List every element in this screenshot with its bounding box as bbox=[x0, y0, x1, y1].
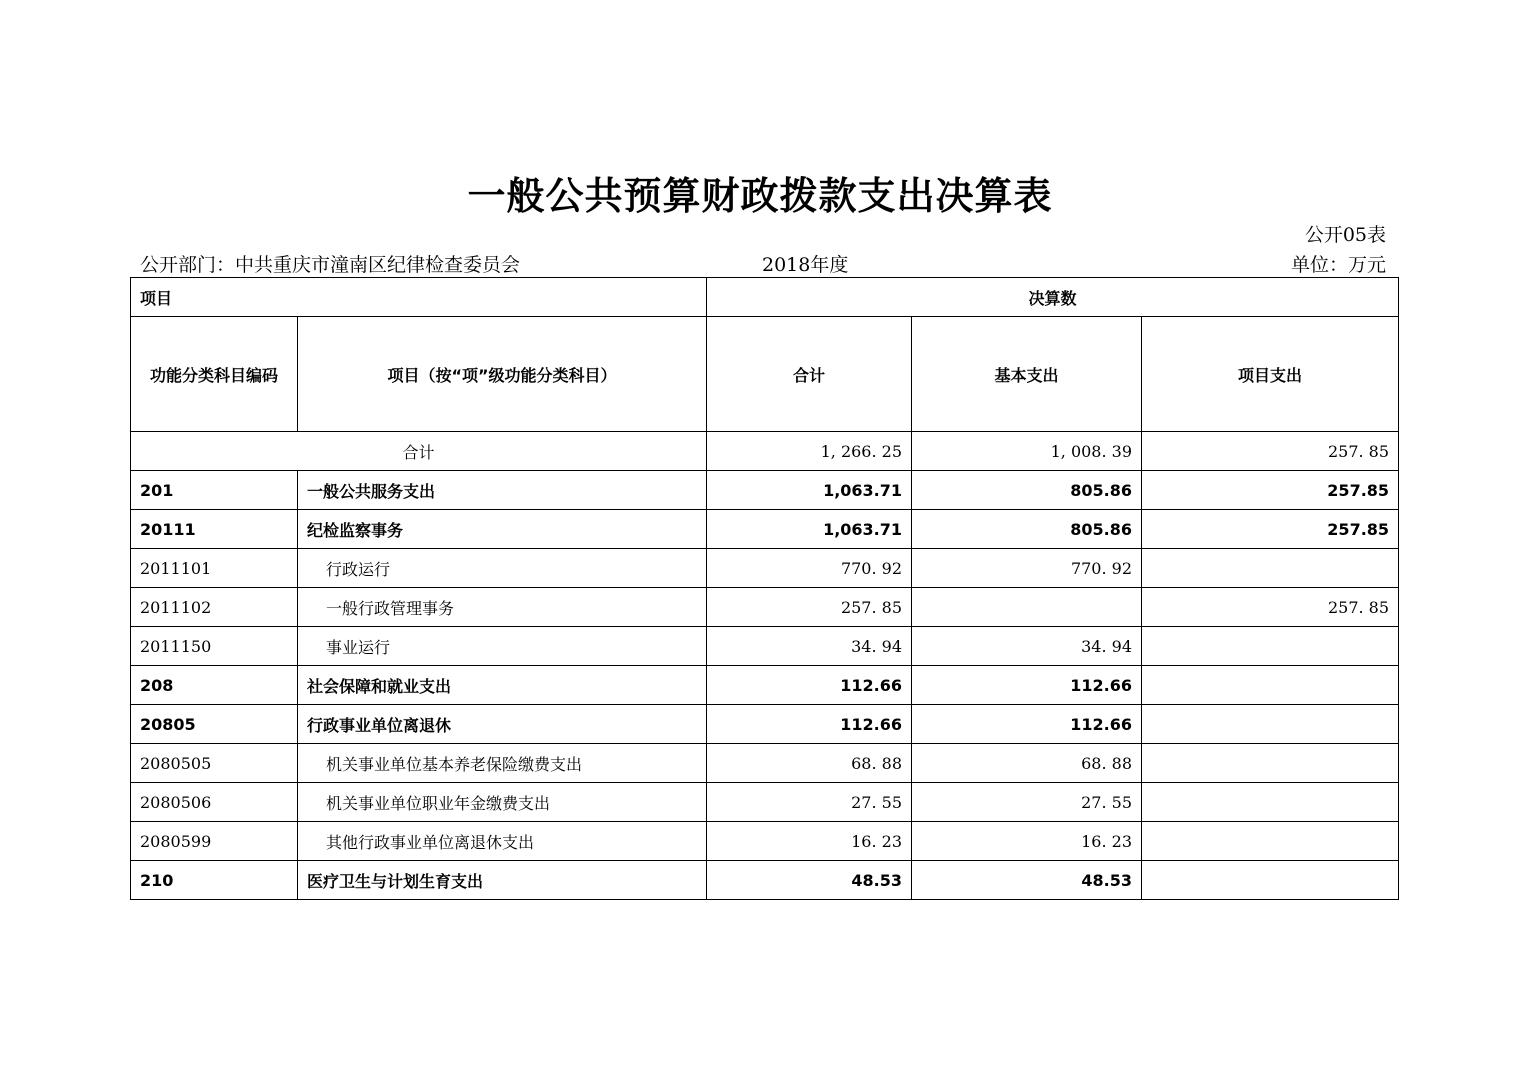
row-project bbox=[1142, 744, 1399, 783]
department-label: 公开部门：中共重庆市潼南区纪律检查委员会 bbox=[140, 254, 521, 276]
row-basic: 34. 94 bbox=[912, 627, 1142, 666]
header-basic: 基本支出 bbox=[912, 317, 1142, 432]
row-project bbox=[1142, 783, 1399, 822]
unit-label: 单位：万元 bbox=[1290, 254, 1386, 276]
row-code: 2011150 bbox=[131, 627, 298, 666]
row-total: 112.66 bbox=[707, 705, 912, 744]
row-code: 201 bbox=[131, 471, 298, 510]
header-project-expenditure: 项目支出 bbox=[1142, 317, 1399, 432]
expenditure-table bbox=[130, 277, 1399, 900]
table-row bbox=[131, 666, 1399, 705]
row-item-name: 机关事业单位职业年金缴费支出 bbox=[298, 783, 707, 822]
row-code: 208 bbox=[131, 666, 298, 705]
row-project: 257.85 bbox=[1142, 471, 1399, 510]
table-row bbox=[131, 783, 1399, 822]
row-code: 2011101 bbox=[131, 549, 298, 588]
row-item-name: 医疗卫生与计划生育支出 bbox=[298, 861, 707, 900]
row-item-name: 事业运行 bbox=[298, 627, 707, 666]
row-code: 20805 bbox=[131, 705, 298, 744]
header-code: 功能分类科目编码 bbox=[131, 317, 298, 432]
header-item: 项目（按“项”级功能分类科目） bbox=[298, 317, 707, 432]
row-basic: 112.66 bbox=[912, 666, 1142, 705]
row-total: 770. 92 bbox=[707, 549, 912, 588]
row-project bbox=[1142, 627, 1399, 666]
row-item-name: 纪检监察事务 bbox=[298, 510, 707, 549]
header-row-top bbox=[131, 278, 1399, 317]
table-row bbox=[131, 549, 1399, 588]
table-row bbox=[131, 588, 1399, 627]
row-total: 68. 88 bbox=[707, 744, 912, 783]
total-basic: 1, 008. 39 bbox=[912, 432, 1142, 471]
row-project bbox=[1142, 861, 1399, 900]
row-total: 1,063.71 bbox=[707, 471, 912, 510]
row-total: 16. 23 bbox=[707, 822, 912, 861]
row-basic: 27. 55 bbox=[912, 783, 1142, 822]
row-item-name: 行政运行 bbox=[298, 549, 707, 588]
row-code: 20111 bbox=[131, 510, 298, 549]
row-code: 210 bbox=[131, 861, 298, 900]
row-total: 257. 85 bbox=[707, 588, 912, 627]
header-row-columns bbox=[131, 317, 1399, 432]
row-code: 2080506 bbox=[131, 783, 298, 822]
document-title: 一般公共预算财政拨款支出决算表 bbox=[467, 174, 1053, 218]
total-total: 1, 266. 25 bbox=[707, 432, 912, 471]
row-basic: 770. 92 bbox=[912, 549, 1142, 588]
row-code: 2080505 bbox=[131, 744, 298, 783]
row-project bbox=[1142, 666, 1399, 705]
row-basic: 48.53 bbox=[912, 861, 1142, 900]
row-basic bbox=[912, 588, 1142, 627]
row-basic: 112.66 bbox=[912, 705, 1142, 744]
row-item-name: 机关事业单位基本养老保险缴费支出 bbox=[298, 744, 707, 783]
row-item-name: 其他行政事业单位离退休支出 bbox=[298, 822, 707, 861]
table-row bbox=[131, 510, 1399, 549]
row-total: 34. 94 bbox=[707, 627, 912, 666]
form-number: 公开05表 bbox=[1304, 224, 1386, 246]
row-code: 2011102 bbox=[131, 588, 298, 627]
row-total: 48.53 bbox=[707, 861, 912, 900]
row-item-name: 一般公共服务支出 bbox=[298, 471, 707, 510]
row-basic: 68. 88 bbox=[912, 744, 1142, 783]
row-item-name: 社会保障和就业支出 bbox=[298, 666, 707, 705]
row-project: 257.85 bbox=[1142, 510, 1399, 549]
row-basic: 805.86 bbox=[912, 471, 1142, 510]
row-total: 27. 55 bbox=[707, 783, 912, 822]
row-code: 2080599 bbox=[131, 822, 298, 861]
table-row bbox=[131, 744, 1399, 783]
table-row bbox=[131, 822, 1399, 861]
total-label: 合计 bbox=[131, 432, 707, 471]
row-project bbox=[1142, 549, 1399, 588]
row-basic: 16. 23 bbox=[912, 822, 1142, 861]
total-project: 257. 85 bbox=[1142, 432, 1399, 471]
header-project: 项目 bbox=[131, 278, 707, 317]
row-project bbox=[1142, 705, 1399, 744]
row-item-name: 一般行政管理事务 bbox=[298, 588, 707, 627]
row-project: 257. 85 bbox=[1142, 588, 1399, 627]
table-row bbox=[131, 861, 1399, 900]
row-total: 112.66 bbox=[707, 666, 912, 705]
header-total: 合计 bbox=[707, 317, 912, 432]
row-item-name: 行政事业单位离退休 bbox=[298, 705, 707, 744]
table-row bbox=[131, 471, 1399, 510]
row-total: 1,063.71 bbox=[707, 510, 912, 549]
header-final-amount: 决算数 bbox=[707, 278, 1399, 317]
total-row bbox=[131, 432, 1399, 471]
row-project bbox=[1142, 822, 1399, 861]
row-basic: 805.86 bbox=[912, 510, 1142, 549]
fiscal-year: 2018年度 bbox=[762, 254, 849, 276]
table-row bbox=[131, 627, 1399, 666]
table-row bbox=[131, 705, 1399, 744]
